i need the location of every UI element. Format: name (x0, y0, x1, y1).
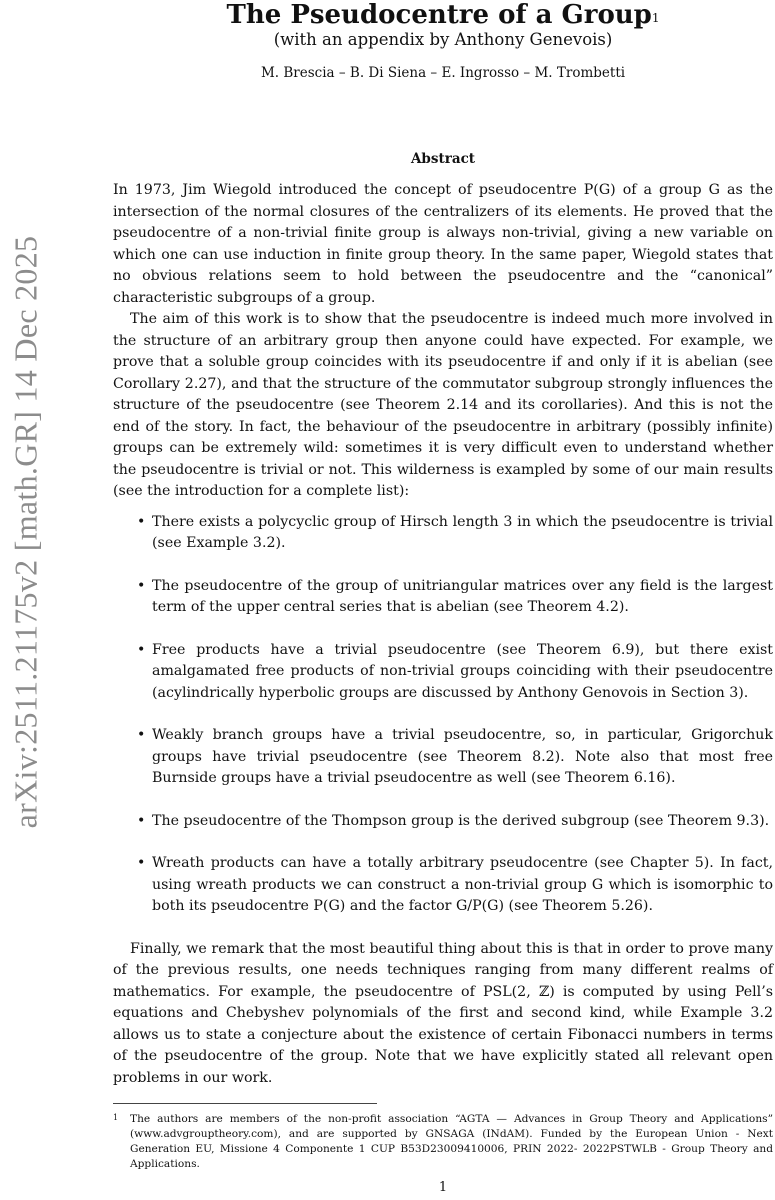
title-footnote-mark[interactable]: 1 (651, 11, 660, 25)
list-item-text: Weakly branch groups have a trivial pseudocentre, so, in particular, Grigorchuk groups have trivial pseudocentre (see Theorem 8.2). Note also that most free Burnside groups have a trivial pseudocentre as well (see Theorem 6.16). (152, 727, 773, 786)
footnote (113, 1112, 773, 1172)
footnote-text: The authors are members of the non-profit association “AGTA — Advances in Group Theory and Applications” (www.advgrouptheory.com), and are supported by GNSAGA (INdAM). Funded by the European Union - Next Generation EU, Missione 4 Componente 1 CUP B53D23009410006, PRIN 2022- 2022PSTWLB - Group Theory and Applications. (130, 1113, 773, 1170)
list-item (113, 853, 773, 918)
list-item (113, 640, 773, 705)
bullet-icon: • (137, 855, 146, 871)
list-item (113, 811, 773, 833)
list-item-text: Free products have a trivial pseudocentre (see Theorem 6.9), but there exist amalgamated free products of non-trivial groups coinciding with their pseudocentre (acylindrically hyperbolic groups are discussed by Anthony Genovois in Section 3). (152, 641, 773, 701)
bullet-icon: • (137, 727, 146, 743)
bullet-icon: • (137, 513, 146, 530)
list-item-text: The pseudocentre of the group of unitriangular matrices over any field is the largest term of the upper central series that is abelian (see Theorem 4.2). (152, 577, 773, 615)
paper-title-text: The Pseudocentre of a Group (226, 0, 652, 30)
results-list (113, 512, 773, 918)
bullet-icon: • (137, 641, 146, 658)
paper-page (113, 0, 773, 1195)
abstract-body (113, 180, 773, 1089)
list-item-text: Wreath products can have a totally arbitrary pseudocentre (see Chapter 5). In fact, using wreath products we can construct a non-trivial group G which is isomorphic to both its pseudocentre P(G) and the factor G/P(G) (see Theorem 5.26). (152, 855, 773, 914)
paper-title (113, 0, 773, 28)
bullet-icon: • (137, 812, 146, 829)
abstract-closing-paragraph: Finally, we remark that the most beautiful thing about this is that in order to prove many of the previous results, one needs techniques ranging from many different realms of mathematics. For example, the pseudocentre of PSL(2, ℤ) is computed by using Pell’s equations and Chebyshev polynomials of the first and second kind, while Example 3.2 allows us to state a conjecture about the existence of certain Fibonacci numbers in terms of the pseudocentre of the group. Note that we have explicitly stated all relevant open problems in our work. (113, 940, 773, 1086)
paper-subtitle: (with an appendix by Anthony Genevois) (273, 30, 613, 49)
page-number: 1 (438, 1180, 448, 1195)
list-item (113, 576, 773, 619)
list-item (113, 725, 773, 790)
list-item-text: There exists a polycyclic group of Hirsch length 3 in which the pseudocentre is trivial (see Example 3.2). (152, 513, 773, 551)
author-list: M. Brescia – B. Di Siena – E. Ingrosso – M. Trombetti (260, 65, 626, 81)
footnote-mark: 1 (113, 1113, 119, 1122)
abstract-paragraph-2: The aim of this work is to show that the pseudocentre is indeed much more involved in the structure of an arbitrary group then anyone could have expected. For example, we prove that a soluble group coincides with its pseudocentre if and only if it is abelian (see Corollary 2.27), and that the structure of the commutator subgroup strongly influences the structure of the pseudocentre (see Theorem 2.14 and its corollaries). And this is not the end of the story. In fact, the behaviour of the pseudocentre in arbitrary (possibly infinite) groups can be extremely wild: sometimes it is very difficult even to understand whether the pseudocentre is trivial or not. This wilderness is exampled by some of our main results (see the introduction for a complete list): (113, 311, 773, 499)
list-item (113, 512, 773, 555)
arxiv-sidebar (0, 0, 52, 1200)
list-item-text: The pseudocentre of the Thompson group is the derived subgroup (see Theorem 9.3). (152, 812, 770, 829)
abstract-paragraph-1: In 1973, Jim Wiegold introduced the concept of pseudocentre P(G) of a group G as the intersection of the normal closures of the centralizers of its elements. He proved that the pseudocentre of a non-trivial finite group is always non-trivial, giving a new variable on which one can use induction in finite group theory. In the same paper, Wiegold states that no obvious relations seem to hold between the pseudocentre and the “canonical” characteristic subgroups of a group. (113, 182, 773, 306)
footnote-divider (113, 1103, 377, 1104)
abstract-heading: Abstract (410, 151, 476, 167)
arxiv-stamp: arXiv:2511.21175v2 [math.GR] 14 Dec 2025 (7, 235, 44, 829)
bullet-icon: • (137, 577, 146, 594)
